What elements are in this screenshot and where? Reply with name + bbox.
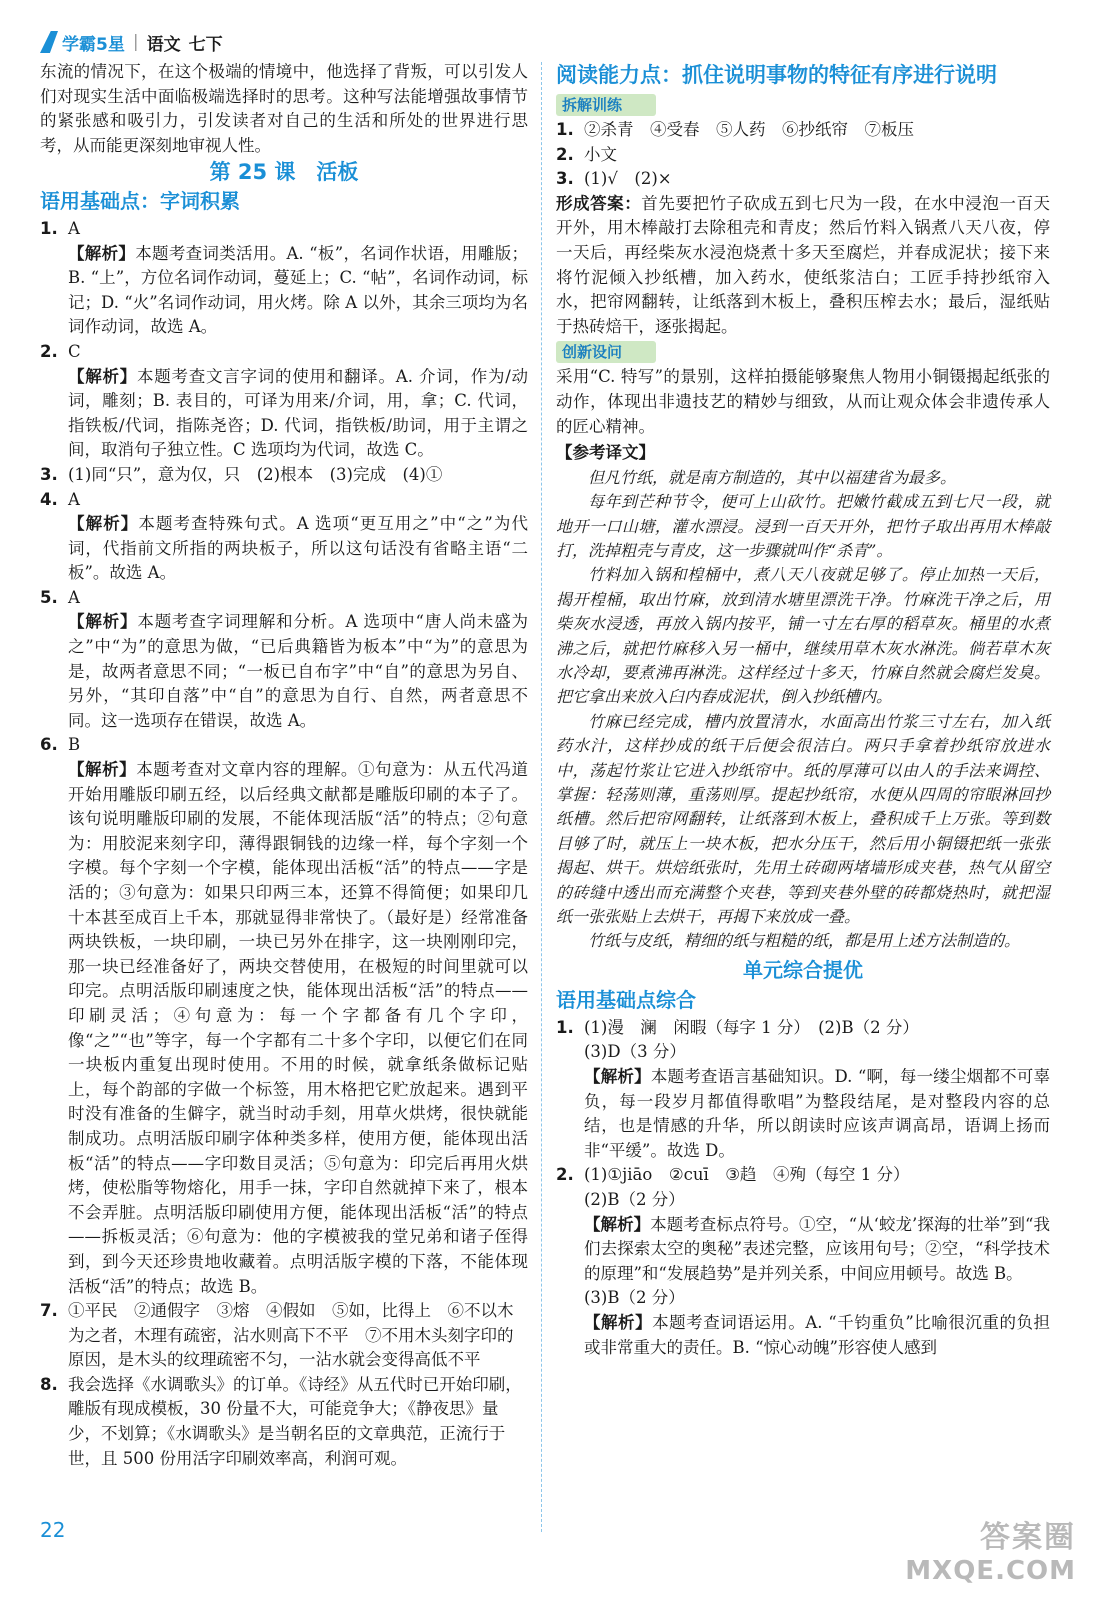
- section-title: 语用基础点：字词积累: [40, 188, 240, 213]
- question-number: 3.: [40, 464, 58, 484]
- item-number: 2.: [556, 144, 574, 164]
- brand-name: 学霸5星: [62, 34, 125, 55]
- page-number: 22: [40, 1518, 66, 1542]
- question-item: [40, 463, 528, 488]
- question-answer: A: [68, 587, 80, 607]
- analysis-text: 本题考查语言基础知识。D. “啊，每一缕尘烟都不可辜负，每一段岁月都值得歌唱”为整段结尾，是对整段内容的总结，也是情感的升华，所以朗读时应该声调高昂，语调上扬而非“平缓”。故选 D。: [584, 1067, 1050, 1160]
- unit-question-list: [556, 1016, 1050, 1360]
- analysis-text: 本题考查词语运用。A. “千钧重负”比喻很沉重的负担或非常重大的责任。B. “惊心动魄”形容使人感到: [584, 1312, 1050, 1357]
- question-number: 1.: [40, 218, 58, 238]
- item-number: 1.: [556, 120, 574, 139]
- unit-question-item: [556, 1163, 1050, 1188]
- column-divider: [541, 62, 542, 1532]
- translation-paragraph: 但凡竹纸，就是南方制造的，其中以福建省为最多。: [588, 467, 957, 487]
- question-item: [40, 488, 528, 513]
- unit-question-number: [556, 1286, 584, 1311]
- chaijie-list: [556, 118, 1050, 192]
- form-label: 形成答案：: [556, 193, 642, 213]
- translation-title: 【参考译文】: [556, 443, 655, 463]
- unit-question-number: 2.: [556, 1165, 574, 1185]
- unit-question-number: [556, 1040, 584, 1065]
- analysis-label: 【解析】: [584, 1312, 653, 1332]
- lesson-title: 第 25 课 活板: [209, 160, 359, 185]
- analysis-text: 本题考查标点符号。①空，“从‘蛟龙’探海的壮举”到“我们去探索太空的奥秘”表述完整，应该用句号；②空，“科学技术的原理”和“发展趋势”是并列关系，中间应用顿号。故选 B。: [584, 1214, 1051, 1283]
- question-analysis: [40, 512, 528, 586]
- question-number: 8.: [40, 1374, 58, 1394]
- item-number: 3.: [556, 169, 574, 189]
- unit-question-answer: (1)漫 澜 闲暇（每字 1 分） (2)B（2 分）: [584, 1017, 919, 1037]
- unit-question-item: [556, 1286, 1050, 1311]
- unit-question-answer: (2)B（2 分）: [584, 1190, 685, 1209]
- translation-paragraph: 竹料加入锅和楻桶中，煮八天八夜就足够了。停止加热一天后，揭开楻桶，取出竹麻，放到清水塘里漂洗干净。竹麻洗干净之后，用柴灰水浸透，再放入锅内按平，铺一寸左右厚的稻草灰。桶里的水煮沸之后，就把竹麻移入另一桶中，继续用草木灰水淋洗。倘若草木灰水冷却，要煮沸再淋洗。这样经过十多天，竹麻自然就会腐烂发臭。把它拿出来放入臼内舂成泥状，倒入抄纸槽内。: [556, 565, 1050, 707]
- analysis-text: 本题考查文言字词的使用和翻译。A. 介词，作为/动词，雕刻；B. 表目的，可译为用来/介词，用，拿；C. 代词，指铁板/代词，指陈尧咨；D. 代词，指铁板/助词，用于主谓之间，取消句子独立性。C 选项均为代词，故选 C。: [68, 366, 529, 460]
- question-number: 4.: [40, 489, 58, 509]
- question-analysis: [40, 242, 528, 340]
- unit-question-answer: (3)B（2 分）: [584, 1288, 685, 1308]
- question-item: [40, 217, 528, 242]
- tag-chuangxin: 创新设问: [556, 341, 656, 363]
- analysis-text: 本题考查字词理解和分析。A 选项中“唐人尚未盛为之”中“为”的意思为做，“已后典籍皆为板本”中“为”的意思为是，故两者意思不同；“一板已自布字”中“自”的意思为另自、另外，“其印自落”中“自”的意思为自行、自然，两者意思不同。这一选项存在错误，故选 A。: [68, 612, 528, 730]
- watermark-bottom: MXQE.COM: [905, 1556, 1076, 1586]
- question-number: 2.: [40, 341, 58, 361]
- analysis-text: 本题考查对文章内容的理解。①句意为：从五代冯道开始用雕版印刷五经，以后经典文献都是雕版印刷的本子了。该句说明雕版印刷的发展，不能体现活版“活”的特点；②句意为：用胶泥来刻字印，薄得跟铜钱的边缘一样，每个字刻一个字模。每个字刻一个字模，能体现出活板“活”的特点——字是活的；③句意为：如果只印两三本，还算不得简便；如果印几十本甚至成百上千本，那就显得非常快了。（最好是）经常准备两块铁板，一块印刷，一块已另外在排字，这一块刚刚印完，那一块已经准备好了，两块交替使用，在极短的时间里就可以印完。点明活版印刷速度之快，能体现出活板“活”的特点——印刷灵活；④句意为：每一个字都备有几个字印，像“之”“也”等字，每一个字都有二十多个字印，以便它们在同一块板内重复出现时使用。不用的时候，就拿纸条做标记贴上，每个韵部的字做一个标签，用木格把它贮放起来。遇到平时没有准备的生僻字，就当时动手刻，用草火烘烤，很快就能制成功。点明活版印刷字体种类多样，使用方便，能体现出活板“活”的特点——字印数目灵活；⑤句意为：印完后再用火烘烤，使松脂等物熔化，用手一抹，字印自然就掉下来了，根本不会弄脏。点明活版印刷使用方便，能体现出活板“活”的特点——拆板灵活；⑥句意为：他的字模被我的堂兄弟和诸子侄得到，到今天还珍贵地收藏着。点明活版字模的下落，不能体现活板“活”的特点；故选 B。: [68, 760, 529, 1296]
- analysis-text: 本题考查词类活用。A. “板”，名词作状语，用雕版；B. “上”，方位名词作动词，蔓延上；C. “帖”，名词作动词，标记；D. “火”名词作动词，用火烤。除 A 以外，其余三项均为名词作动词，故选 A。: [68, 243, 528, 337]
- question-number: 7.: [40, 1301, 58, 1321]
- header-separator: |: [132, 32, 139, 52]
- question-item: [40, 1373, 528, 1471]
- translation-paragraph: 每年到芒种节令，便可上山砍竹。把嫩竹截成五到七尺一段，就地开一口山塘，灌水漂浸。浸到一百天开外，把竹子取出再用木棒敲打，洗掉粗壳与青皮，这一步骤就叫作“杀青”。: [556, 492, 1050, 560]
- intro-paragraph: 东流的情况下，在这个极端的情境中，他选择了背叛，可以引发人们对现实生活中面临极端选择时的思考。这种写法能增强故事情节的紧张感和吸引力，引发读者对自己的生活和所处的世界进行思考，从而能更深刻地审视人性。: [40, 62, 528, 155]
- question-list: [40, 217, 528, 1471]
- analysis-text: 本题考查特殊句式。A 选项“更互用之”中“之”为代词，代指前文所指的两块板子，所以这句话没有省略主语“二板”。故选 A。: [68, 514, 529, 583]
- unit-question-number: 1.: [556, 1017, 574, 1037]
- analysis-label: 【解析】: [68, 243, 136, 263]
- chuangxin-text: 采用“C. 特写”的景别，这样拍摄能够聚焦人物用小铜镊揭起纸张的动作，体现出非遗技艺的精妙与细致，从而让观众体会非遗传承人的匠心精神。: [556, 367, 1050, 436]
- question-number: 5.: [40, 587, 58, 607]
- question-analysis: [40, 758, 528, 1299]
- unit-question-number: [556, 1188, 584, 1213]
- question-item: [40, 1299, 528, 1373]
- brand-logo: [40, 30, 125, 55]
- reading-title: 阅读能力点：抓住说明事物的特征有序进行说明: [556, 63, 997, 87]
- unit-question-item: [556, 1040, 1050, 1065]
- question-analysis: [40, 610, 528, 733]
- question-answer: (1)同“只”，意为仅，只 (2)根本 (3)完成 (4)①: [68, 464, 443, 484]
- right-column: [556, 60, 1050, 1360]
- chaijie-item: [556, 143, 1050, 168]
- analysis-label: 【解析】: [584, 1214, 651, 1234]
- unit-title: 单元综合提优: [743, 957, 863, 982]
- translation-block: [556, 466, 1050, 954]
- unit-question-answer: (1)①jiāo ②cuī ③趋 ④殉（每空 1 分）: [584, 1165, 910, 1185]
- question-answer: A: [68, 218, 80, 238]
- question-answer: A: [68, 489, 80, 509]
- item-text: ②杀青 ④受春 ⑤人药 ⑥抄纸帘 ⑦板压: [584, 120, 914, 139]
- unit-question-analysis: [556, 1213, 1050, 1287]
- watermark-top: 答案圈: [980, 1520, 1076, 1555]
- form-text: 首先要把竹子砍成五到七尺为一段，在水中浸泡一百天开外，用木棒敲打去除租壳和青皮；然后竹料入锅煮八天八夜，停一天后，再经柴灰水浸泡烧煮十多天至腐烂，并春成泥状；接下来将竹泥倾入抄纸槽，加入药水，使纸浆洁白；工匠手持抄纸帘入水，把帘网翻转，让纸落到木板上，叠积压榨去水；最后，湿纸贴于热砖焙干，逐张揭起。: [556, 193, 1051, 336]
- translation-paragraph: 竹麻已经完成，槽内放置清水，水面高出竹浆三寸左右，加入纸药水汁，这样抄成的纸干后便会很洁白。两只手拿着抄纸帘放进水中，荡起竹浆让它进入抄纸帘中。纸的厚薄可以由人的手法来调控、掌握：轻荡则薄，重荡则厚。提起抄纸帘，水便从四周的帘眼淋回抄纸槽。然后把帘网翻转，让纸落到木板上，叠积成千上万张。等到数目够了时，就压上一块木板，把水分压干，然后用小铜镊把纸一张张揭起、烘干。烘焙纸张时，先用土砖砌两堵墙形成夹巷，热气从留空的砖缝中透出而充满整个夹巷，等到夹巷外壁的砖都烧热时，就把湿纸一张张贴上去烘干，再揭下来放成一叠。: [556, 711, 1050, 927]
- analysis-label: 【解析】: [68, 760, 137, 780]
- unit-question-item: [556, 1188, 1050, 1213]
- question-answer: B: [68, 735, 81, 755]
- form-answer: [556, 192, 1050, 340]
- question-answer: 我会选择《水调歌头》的订单。《诗经》从五代时已开始印刷，雕版有现成模板，30 份量不大，可能竞争大；《静夜思》量少，不划算；《水调歌头》是当朝名臣的文章典范，正流行于世，且 500 份用活字印刷效率高，利润可观。: [68, 1374, 522, 1468]
- brand-mark-icon: [40, 31, 58, 53]
- chaijie-item: [556, 118, 1050, 143]
- question-analysis: [40, 365, 528, 463]
- tag-chaijie: 拆解训练: [556, 94, 656, 116]
- analysis-label: 【解析】: [584, 1067, 651, 1087]
- unit-question-analysis: [556, 1311, 1050, 1360]
- question-number: 6.: [40, 735, 58, 755]
- chaijie-item: [556, 167, 1050, 192]
- analysis-label: 【解析】: [68, 612, 138, 632]
- header-subject: 语文: [146, 34, 181, 55]
- watermark: [896, 1514, 1076, 1584]
- question-answer: ①平民 ②通假字 ③熔 ④假如 ⑤如，比得上 ⑥不以木为之者，木理有疏密，沾水则高下不平 ⑦不用木头刻字印的原因，是木头的纹理疏密不匀，一沾水就会变得高低不平: [68, 1301, 514, 1370]
- question-item: [40, 733, 528, 758]
- page-header: [40, 28, 223, 56]
- header-grade: 七下: [188, 34, 223, 55]
- unit-question-answer: (3)D（3 分）: [584, 1042, 686, 1062]
- left-column: [40, 60, 528, 1471]
- analysis-label: 【解析】: [68, 514, 139, 534]
- question-item: [40, 340, 528, 365]
- unit-question-item: [556, 1016, 1050, 1041]
- item-text: 小文: [584, 144, 617, 164]
- question-item: [40, 586, 528, 611]
- translation-paragraph: 竹纸与皮纸，精细的纸与粗糙的纸，都是用上述方法制造的。: [588, 931, 1021, 951]
- question-answer: C: [68, 341, 81, 361]
- unit-section-title: 语用基础点综合: [556, 987, 696, 1012]
- analysis-label: 【解析】: [68, 366, 138, 386]
- item-text: (1)√ (2)×: [584, 169, 672, 189]
- unit-question-analysis: [556, 1065, 1050, 1163]
